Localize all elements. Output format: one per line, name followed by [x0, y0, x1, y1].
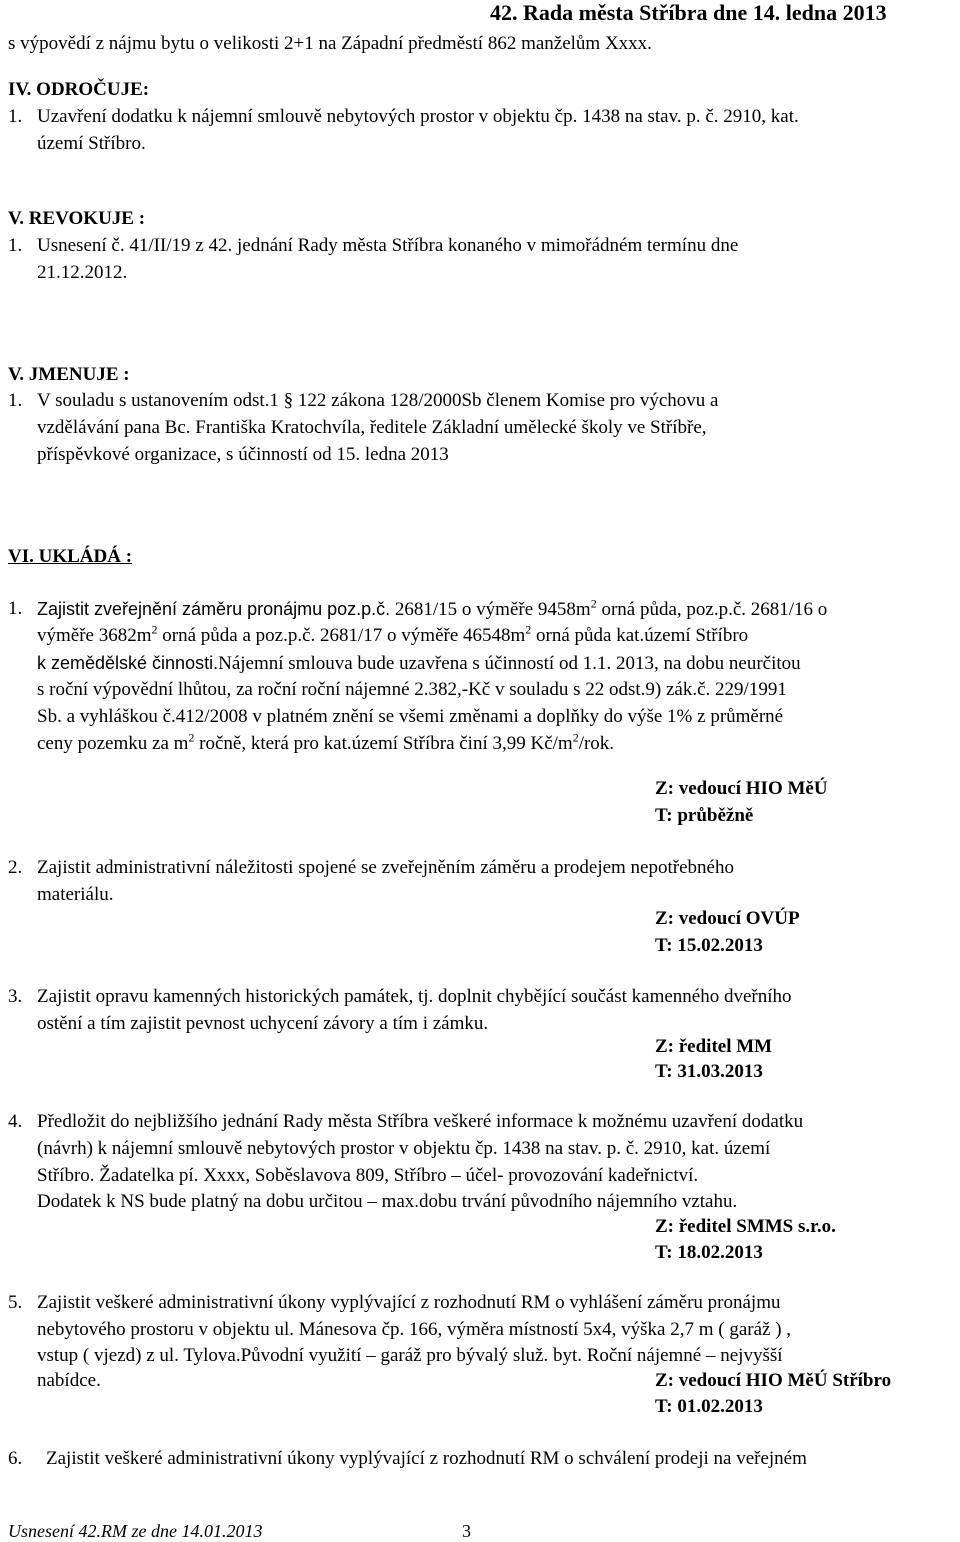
- page-number: 3: [462, 1521, 471, 1541]
- section-heading-uklada: VI. UKLÁDÁ :: [8, 546, 133, 567]
- responsible-person: Z: vedoucí HIO MěÚ: [655, 778, 828, 799]
- page-title: 42. Rada města Stříbra dne 14. ledna 2013: [490, 0, 887, 25]
- item-text: vstup ( vjezd) z ul. Tylova.Původní využití – garáž pro bývalý služ. byt. Roční nájemné – nejvyšší: [37, 1345, 783, 1366]
- item-text: Uzavření dodatku k nájemní smlouvě nebytových prostor v objektu čp. 1438 na stav. p. č. 2910, kat.: [37, 106, 799, 127]
- item-text: s roční výpovědní lhůtou, za roční roční nájemné 2.382,-Kč v souladu s 22 odst.9) zák.č. 229/1991: [37, 679, 787, 700]
- section-heading-jmenuje: V. JMENUJE :: [8, 364, 130, 385]
- item-number: 3.: [8, 986, 23, 1007]
- item-text: Zajistit administrativní náležitosti spojené se zveřejněním záměru a prodejem nepotřebného: [37, 857, 734, 878]
- item-text: ostění a tím zajistit pevnost uchycení závory a tím i zámku.: [37, 1013, 489, 1034]
- carryover-text: s výpovědí z nájmu bytu o velikosti 2+1 na Západní předměstí 862 manželům Xxxx.: [8, 33, 652, 54]
- deadline: T: 31.03.2013: [655, 1061, 763, 1082]
- deadline: T: 01.02.2013: [655, 1396, 763, 1417]
- responsible-person: Z: vedoucí OVÚP: [655, 908, 800, 929]
- deadline: T: průběžně: [655, 805, 754, 826]
- item-number: 5.: [8, 1292, 23, 1313]
- item-text: k zemědělské činnosti.Nájemní smlouva bude uzavřena s účinností od 1.1. 2013, na dobu neurčitou: [37, 653, 801, 674]
- item-number: 6.: [8, 1448, 23, 1469]
- item-number: 2.: [8, 857, 23, 878]
- item-number: 4.: [8, 1111, 23, 1132]
- item-text: Dodatek k NS bude platný na dobu určitou – max.dobu trvání původního nájemního vztahu.: [37, 1191, 738, 1212]
- item-text: vzdělávání pana Bc. Františka Kratochvíla, ředitele Základní umělecké školy ve Stříbře,: [37, 417, 707, 438]
- responsible-person: Z: vedoucí HIO MěÚ Stříbro: [655, 1370, 892, 1391]
- item-number: 1.: [8, 598, 23, 619]
- item-text: Zajistit veškeré administrativní úkony vyplývající z rozhodnutí RM o schválení prodeji na veřejném: [46, 1448, 807, 1469]
- item-text: Zajistit opravu kamenných historických památek, tj. doplnit chybějící součást kamenného dveřního: [37, 986, 792, 1007]
- item-text: území Stříbro.: [37, 133, 146, 154]
- item-text: Usnesení č. 41/II/19 z 42. jednání Rady města Stříbra konaného v mimořádném termínu dne: [37, 235, 739, 256]
- responsible-person: Z: ředitel SMMS s.r.o.: [655, 1216, 836, 1237]
- item-text: 21.12.2012.: [37, 262, 128, 283]
- item-text: příspěvkové organizace, s účinností od 15. ledna 2013: [37, 444, 449, 465]
- item-number: 1.: [8, 106, 23, 127]
- item-text: Stříbro. Žadatelka pí. Xxxx, Soběslavova 809, Stříbro – účel- provozování kadeřnictví.: [37, 1165, 699, 1186]
- section-heading-revokuje: V. REVOKUJE :: [8, 208, 146, 229]
- item-number: 1.: [8, 235, 23, 256]
- item-text: (návrh) k nájemní smlouvě nebytových prostor v objektu čp. 1438 na stav. p. č. 2910, kat. území: [37, 1138, 771, 1159]
- footer-text: Usnesení 42.RM ze dne 14.01.2013: [8, 1521, 263, 1541]
- item-text: materiálu.: [37, 884, 114, 905]
- responsible-person: Z: ředitel MM: [655, 1036, 773, 1057]
- item-text: Zajistit zveřejnění záměru pronájmu poz.p.č. 2681/15 o výměře $9458m^2$ orná půda, poz.p.č. 2681/16 o: [37, 596, 828, 620]
- item-text: nebytového prostoru v objektu ul. Mánesova čp. 166, výměra místností 5x4, výška 2,7 m ( garáž ) ,: [37, 1319, 792, 1340]
- item-text: ceny pozemku za $m^2$ ročně, která pro kat.území Stříbra činí 3,99 $Kč/m^2$/rok.: [37, 730, 615, 754]
- deadline: T: 18.02.2013: [655, 1242, 763, 1263]
- item-text: nabídce.: [37, 1370, 101, 1391]
- deadline: T: 15.02.2013: [655, 935, 763, 956]
- section-heading-odrocuje: IV. ODROČUJE:: [8, 79, 150, 100]
- item-number: 1.: [8, 390, 23, 411]
- item-text: Předložit do nejbližšího jednání Rady města Stříbra veškeré informace k možnému uzavření dodatku: [37, 1111, 804, 1132]
- item-text: Sb. a vyhláškou č.412/2008 v platném znění se všemi změnami a doplňky do výše 1% z průměrné: [37, 706, 784, 727]
- item-text: V souladu s ustanovením odst.1 § 122 zákona 128/2000Sb členem Komise pro výchovu a: [37, 390, 719, 411]
- item-text: Zajistit veškeré administrativní úkony vyplývající z rozhodnutí RM o vyhlášení záměru pronájmu: [37, 1292, 781, 1313]
- item-text: výměře $3682m^2$ orná půda a poz.p.č. 2681/17 o výměře $46548m^2$ orná půda kat.území Stříbro: [37, 622, 749, 646]
